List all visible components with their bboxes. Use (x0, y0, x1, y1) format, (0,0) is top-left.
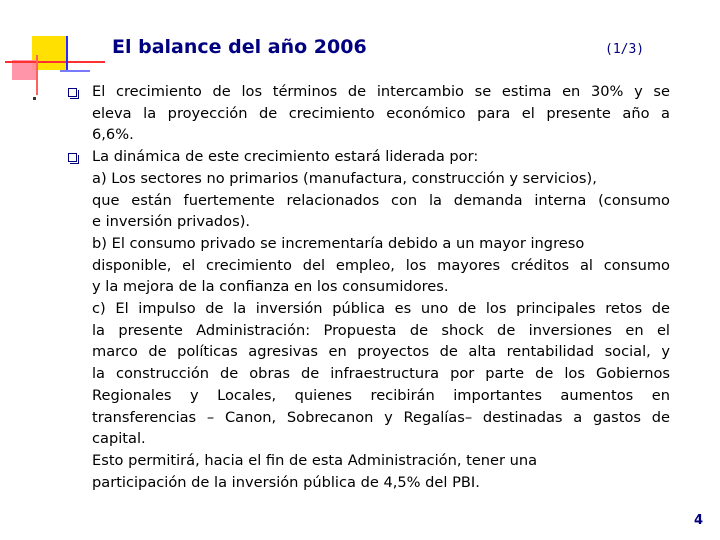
body-line: transferencias – Canon, Sobrecanon y Regalías– destinadas a gastos de (92, 408, 670, 426)
stray-dot (33, 97, 36, 100)
body-line: marco de políticas agresivas en proyectos de alta rentabilidad social, y (92, 343, 670, 361)
slide-title: El balance del año 2006 (112, 36, 367, 58)
bullet-icon (68, 153, 77, 162)
body-line: c) El impulso de la inversión pública es uno de los principales retos de (92, 300, 670, 318)
body-line: Regionales y Locales, quienes recibirán importantes aumentos en (92, 386, 670, 404)
red-vertical-line (36, 55, 38, 95)
blue-vertical-line (66, 36, 68, 72)
pink-block (12, 60, 38, 80)
slide-body (92, 81, 670, 493)
bullet-icon (68, 88, 77, 97)
blue-horizontal-line (60, 70, 90, 72)
body-line: que están fuertemente relacionados con la demanda interna (consumo (92, 191, 670, 209)
body-line: 6,6%. (92, 126, 134, 144)
body-line: y la mejora de la confianza en los consumidores. (92, 278, 449, 296)
body-line: capital. (92, 430, 146, 448)
page-count: (1/3) (605, 42, 645, 57)
body-line: la construcción de obras de infraestructura por parte de los Gobiernos (92, 365, 670, 383)
red-horizontal-line (5, 61, 105, 63)
body-line: El crecimiento de los términos de intercambio se estima en 30% y se (92, 83, 670, 100)
body-line: La dinámica de este crecimiento estará liderada por: (92, 148, 479, 166)
body-line: disponible, el crecimiento del empleo, los mayores créditos al consumo (92, 256, 670, 274)
body-line: eleva la proyección de crecimiento económico para el presente año a (92, 104, 670, 122)
body-line: e inversión privados). (92, 213, 251, 231)
body-line: b) El consumo privado se incrementaría debido a un mayor ingreso (92, 234, 585, 252)
body-line: Esto permitirá, hacia el fin de esta Administración, tener una (92, 451, 538, 469)
slide-number: 4 (694, 513, 704, 528)
body-line: la presente Administración: Propuesta de shock de inversiones en el (92, 321, 670, 339)
body-line: a) Los sectores no primarios (manufactura, construcción y servicios), (92, 169, 597, 187)
body-line: participación de la inversión pública de 4,5% del PBI. (92, 473, 480, 491)
